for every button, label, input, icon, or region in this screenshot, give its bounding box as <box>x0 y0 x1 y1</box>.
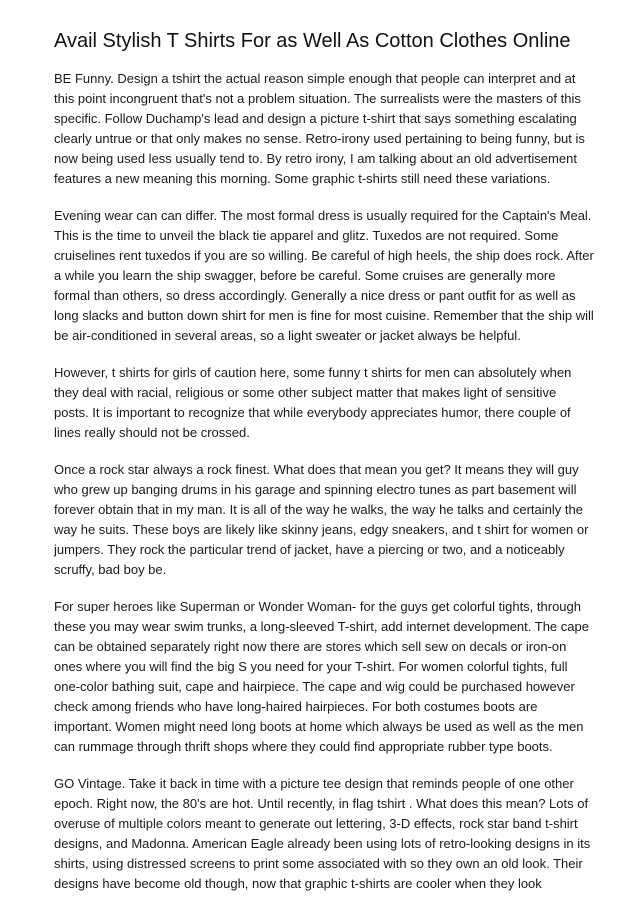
document-title: Avail Stylish T Shirts For as Well As Cotton Clothes Online <box>54 30 571 52</box>
paragraph-super-heroes: For super heroes like Superman or Wonder Woman- for the guys get colorful tights, through these you may wear swim trunks, a long-sleeved T-shirt, add internet development. The cape can be obtained separately right now there are stores which sell sew on decals or iron-on ones where you will find the big S you need for your T-shirt. For women colorful tights, full one-color bathing suit, cape and hairpiece. The cape and wig could be purchased however check among friends who have long-haired hairpieces. For both costumes boots are important. Women might need long boots at home which always be used as well as the men can rummage through thrift shops where they could find appropriate rubber type boots. <box>54 599 589 754</box>
paragraph-go-vintage: GO Vintage. Take it back in time with a picture tee design that reminds people of one other epoch. Right now, the 80's are hot. Until recently, in flag tshirt . What does this mean? Lots of overuse of multiple colors meant to generate out lettering, 3-D effects, rock star band t-shirt designs, and Madonna. American Eagle already been using lots of retro-looking designs in its shirts, using distressed screens to print some associated with so they own an old look. Their designs have become old though, now that graphic t-shirts are cooler when they look <box>54 776 591 891</box>
paragraph-evening-wear: Evening wear can can differ. The most formal dress is usually required for the Captain's Meal. This is the time to unveil the black tie apparel and glitz. Tuxedos are not required. Some cruiselines rent tuxedos if you are so willing. Be careful of high heels, the ship does rock. After a while you learn the ship swagger, before be careful. Some cruises are generally more formal than others, so dress accordingly. Generally a nice dress or pant outfit for as well as long slacks and button down shirt for men is fine for most cuisine. Remember that the ship will be air-conditioned in several areas, so a light sweater or jacket always be helpful. <box>54 208 594 343</box>
document-page <box>54 28 594 911</box>
paragraph-be-funny: BE Funny. Design a tshirt the actual reason simple enough that people can interpret and at this point incongruent that's not a problem situation. The surrealists were the masters of this specific. Follow Duchamp's lead and design a picture t-shirt that says something escalating clearly untrue or that only makes no sense. Retro-irony used pertaining to being funny, but is now being used less usually tend to. By retro irony, I am talking about an old advertisement features a new meaning this morning. Some graphic t-shirts still need these variations. <box>54 71 585 186</box>
paragraph-rock-star: Once a rock star always a rock finest. What does that mean you get? It means they will guy who grew up banging drums in his garage and spinning electro tunes as part basement will forever obtain that in my man. It is all of the way he walks, the way he talks and certainly the way he suits. These boys are likely like skinny jeans, edgy sneakers, and t shirt for women or jumpers. They rock the particular trend of jacket, have a piercing or two, and a noticeably scruffy, bad boy be. <box>54 462 589 577</box>
paragraph-caution: However, t shirts for girls of caution here, some funny t shirts for men can absolutely when they deal with racial, religious or some other subject matter that makes light of sensitive posts. It is important to recognize that while everybody appreciates humor, there couple of lines really should not be crossed. <box>54 365 572 440</box>
